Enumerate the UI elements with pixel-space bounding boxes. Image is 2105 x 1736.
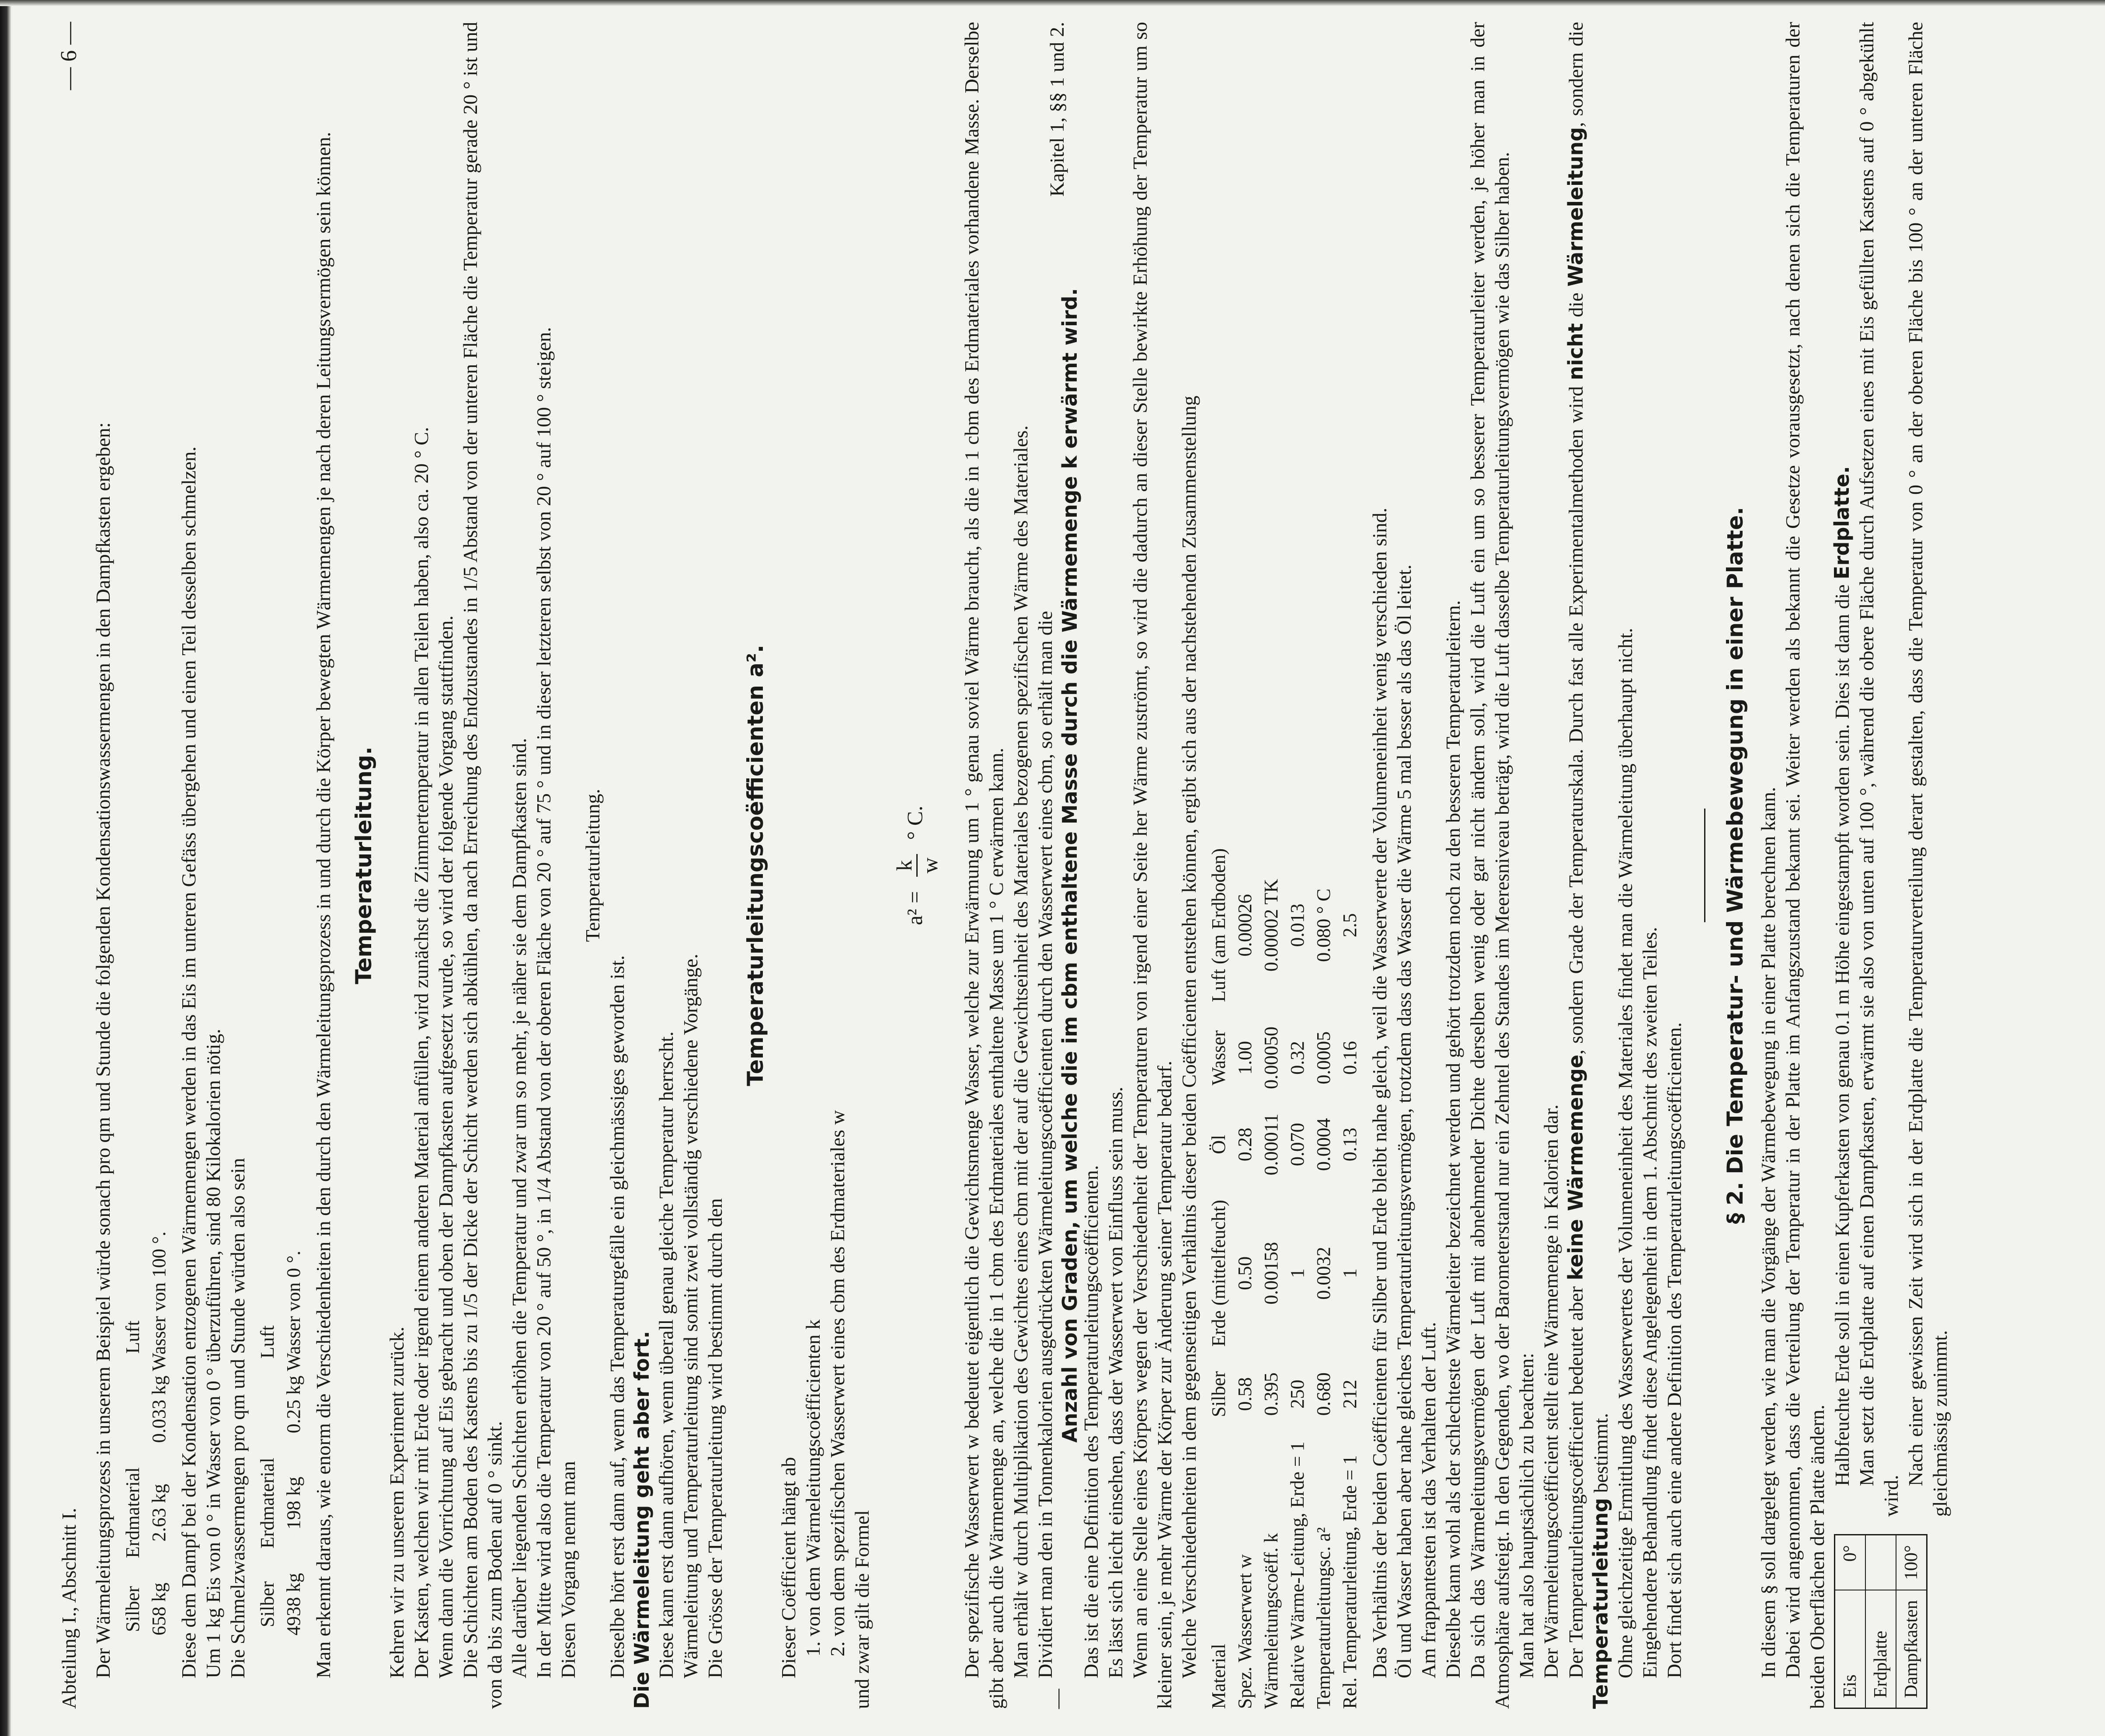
paragraph: Die Grösse der Temperaturleitung wird bestimmt durch den (704, 1198, 726, 1678)
table-header: Silber (122, 1586, 143, 1632)
formula-denominator: w (918, 858, 942, 874)
table-header: Erdmaterial (257, 1458, 278, 1549)
table-row: Temperaturleitungsc. a² 0.680 0.0032 0.0004 0.0005 0.080 ° C (1313, 888, 1334, 1709)
paragraph: Dieselbe hört erst dann auf, wenn das Temperaturgefälle ein gleichmässiges geworden ist. (606, 955, 628, 1678)
table-cell: 0.033 kg Wasser von 100 °. (148, 1231, 170, 1443)
bold-statement: Anzahl von Graden, um welche die im cbm enthaltene Masse durch die Wärmemenge k erwärmt wird. (1058, 288, 1082, 1443)
paragraph: Dort findet sich auch eine andere Definition des Temperaturleitungscoëfficienten. (1663, 1022, 1685, 1678)
table-row: Spez. Wasserwert w 0.58 0.50 0.28 1.00 0.00026 (1234, 894, 1256, 1709)
formula-fraction (892, 854, 942, 877)
paragraph: Öl und Wasser haben aber nahe gleiches Temperaturleitungsvermögen, trotzdem dass das Wasser die Wärme 5 mal besser als das Öl leitet. (1393, 564, 1415, 1678)
paragraph: Um 1 kg Eis von 0 ° in Wasser von 0 ° überzuführen, sind 80 Kilokalorien nötig. (202, 1028, 224, 1678)
paragraph: Man erkennt daraus, wie enorm die Verschiedenheiten in den durch den Wärmeleitungsprozess in und durch die Körper bewegten Wärmemengen je nach deren Leitungsvermögen sein können. (312, 132, 334, 1678)
table-cell: 2.63 kg (148, 1484, 170, 1542)
bold-statement: Die Wärmeleitung geht aber fort. (630, 1331, 654, 1709)
table-header: Erde (mittelfeucht) (1208, 1200, 1229, 1347)
running-head-left: Abteilung I., Abschnitt I. (58, 1508, 80, 1709)
paragraph: Diesen Vorgang nennt man (557, 1461, 579, 1678)
paragraph: Der Wärmeleitungscoëfficient stellt eine Wärmemenge in Kalorien dar. (1540, 1104, 1562, 1678)
right-page-header (1045, 22, 1069, 1709)
page-top-edge (0, 0, 2105, 6)
table-row: Relative Wärme-Leitung, Erde = 1 250 1 0.070 0.32 0.013 (1287, 903, 1308, 1709)
section-title: Temperaturleitung. (351, 746, 376, 984)
meltwater-table (254, 1239, 307, 1648)
table-header: Erdmaterial (122, 1467, 143, 1558)
table-header: Luft (257, 1325, 278, 1359)
paragraph: Wenn dann die Vorrichtung auf Eis gebracht und oben der Dampfkasten aufgesetzt wurde, so wird der folgende Vorgang stattfinden. (435, 615, 457, 1678)
paragraph: Eingehendere Behandlung findet diese Angelegenheit in dem 1. Abschnitt des zweiten Teiles. (1639, 927, 1661, 1678)
table-header: Luft (122, 1320, 143, 1354)
paragraph: Die Schichten am Boden des Kastens bis zu 1/5 der Dicke der Schicht werden sich abkühlen, da nach Erreichung des Endzustandes in 1/5 Abstand von der unteren Fläche die Temperatur gerade 20 ° ist und von da bis zum Boden auf 0 ° sinkt. (459, 22, 506, 1709)
paragraph: Nach einer gewissen Zeit wird sich in der Erdplatte die Temperaturverteilung derart gestalten, dass die Temperatur von 0 ° an der oberen Fläche bis 100 ° an der unteren Fläche gleichmässig zunimmt. (1904, 22, 1951, 1517)
paragraph: Halbfeuchte Erde soll in einen Kupferkasten von genau 0.1 m Höhe eingestampft worden sein. Dies ist dann die Erdplatte. (1830, 466, 1854, 1486)
table-header: Öl (1208, 1135, 1229, 1154)
paragraph: Dieselbe kann wohl als der schlechteste Wärmeleiter bezeichnet werden und gehört trotzdem noch zu den besseren Temperaturleitern. (1442, 600, 1464, 1678)
left-page-header (57, 22, 81, 1709)
table-cell: 198 kg (283, 1476, 304, 1530)
paragraph: Der Wärmeleitungsprozess in unserem Beispiel würde sonach pro qm und Stunde die folgenden Kondensationswassermengen in den Dampfkasten ergeben: (92, 422, 114, 1678)
formula-unit: ° C. (902, 806, 927, 840)
paragraph: Wenn an eine Stelle eines Körpers wegen der Verschiedenheit der Temperaturen von irgend einer Seite her Wärme zuströmt, so wird die dadurch an dieser Stelle bewirkte Erhöhung der Temperatur um so kleiner sein, je mehr Wärme der Körper zur Änderung seiner Temperatur bedarf. (1129, 22, 1176, 1709)
paragraph: Der spezifische Wasserwert w bedeutet eigentlich die Gewichtsmenge Wasser, welche zur Erwärmung um 1 ° genau soviel Wärme braucht, als die in 1 cbm des Erdmateriales vorhandene Masse. Derselbe gibt aber auch die Wärmemenge an, welche die in 1 cbm des Erdmateriales enthaltene Masse um 1 ° C erwärmen kann. (960, 22, 1007, 1709)
table-row: Rel. Temperaturleitung, Erde = 1 212 1 0.13 0.16 2.5 (1339, 913, 1360, 1709)
paragraph: Es lässt sich leicht einsehen, dass der Wasserwert von Einfluss sein muss. (1104, 1087, 1127, 1678)
subsection-title: Temperaturleitungscoëfficienten a². (743, 645, 768, 1086)
paragraph: Diese kann erst dann aufhören, wenn überall genau gleiche Temperatur herrscht. (655, 1031, 677, 1678)
paragraph: Wärmeleitung und Temperaturleitung sind somit zwei vollständig verschiedene Vorgänge. (679, 954, 702, 1678)
paragraph: Man setzt die Erdplatte auf einen Dampfkasten, erwärmt sie also von unten auf 100 °, während die obere Fläche durch Aufsetzen eines mit Eis gefüllten Kastens auf 0 ° abgekühlt wird. (1855, 22, 1902, 1517)
table-row: Erdplatte (1865, 1535, 1896, 1708)
list-item: 2. von dem spezifischen Wasserwert eines cbm des Erdmateriales w (826, 1110, 849, 1656)
table-header: Luft (am Erdboden) (1208, 848, 1229, 1002)
section-divider (1704, 809, 1705, 922)
paragraph: Am frappantesten ist das Verhalten der Luft. (1417, 1322, 1440, 1678)
condensation-table (120, 1219, 172, 1648)
paragraph: Dabei wird angenommen, dass die Verteilung der Temperatur in der Platte im Anfangszustand bekannt sei. Weiter werden als bekannt die Gesetze vorausgesetzt, nach denen sich die Temperaturen der beiden Oberflächen der Platte ändern. (1781, 22, 1828, 1709)
table-header: Material (1208, 1643, 1229, 1709)
term: Temperaturleitung. (581, 788, 604, 942)
paragraph: Dividiert man den in Tonnenkalorien ausgedrückten Wärmeleitungscoëfficienten durch den Wasserwert eines cbm, so erhält man die (1034, 611, 1056, 1678)
material-table (1206, 836, 1363, 1709)
table-row: Dampfkasten 100° (1896, 1535, 1927, 1708)
formula-numerator: k (892, 854, 918, 877)
paragraph: In der Mitte wird also die Temperatur von 20 ° auf 50 °, in 1/4 Abstand von der oberen Fläche von 20 ° auf 75 ° und in dieser letzteren selbst von 20 ° auf 100 ° steigen. (532, 327, 555, 1678)
paragraph: Kehren wir zu unserem Experiment zurück. (386, 1326, 408, 1678)
table-row: Eis 0° (1835, 1535, 1866, 1708)
paragraph: Ohne gleichzeitige Ermittlung des Wasserwertes der Volumeneinheit des Materiales findet man die Wärmeleitung überhaupt nicht. (1614, 628, 1636, 1678)
right-page (1045, 22, 2042, 1709)
plate-diagram (1834, 1534, 1928, 1709)
paragraph: Dieser Coëfficient hängt ab (777, 1457, 800, 1678)
book-spine-shadow (0, 0, 11, 1736)
paragraph: Man erhält w durch Multiplikation des Gewichtes eines cbm mit der auf die Gewichtseinheit des Materiales bezogenen spezifischen Wärme des Materiales. (1009, 425, 1032, 1678)
paragraph: Da sich das Wärmeleitungsvermögen der Luft mit abnehmender Dichte derselben wenig oder gar nicht ändern soll, wird die Luft ein um so besserer Temperaturleiter werden, je höher man in der Atmosphäre aufsteigt. In den Gegenden, wo der Barometerstand nur ein Zehntel des Standes im Meeresniveau beträgt, wird die Luft dasselbe Temperaturleitungsvermögen wie das Silber haben. (1466, 22, 1513, 1709)
table-cell: 4938 kg (283, 1573, 304, 1635)
running-head-right: Kapitel 1, §§ 1 und 2. (1046, 22, 1068, 197)
formula-lhs: a² = (902, 891, 927, 925)
paragraph: In diesem § soll dargelegt werden, wie man die Vorgänge der Wärmebewegung in einer Platte berechnen kann. (1757, 787, 1779, 1678)
paragraph: und zwar gilt die Formel (851, 1510, 873, 1709)
paragraph: Das ist die eine Definition des Temperaturleitungscoëfficienten. (1080, 1165, 1102, 1678)
table-header: Silber (1208, 1371, 1229, 1417)
table-row: Wärmeleitungscoëff. k 0.395 0.00158 0.00011 0.00050 0.00002 TK (1260, 879, 1282, 1709)
paragraph: Die Schmelzwassermengen pro qm und Stunde würden also sein (226, 1158, 249, 1678)
page-dash: — (1046, 1689, 1068, 1709)
paragraph: Welche Verschiedenheiten in dem gegenseitigen Verhältnis dieser beiden Coëfficienten entstehen können, ergibt sich aus der nachstehenden Zusammenstellung (1178, 396, 1200, 1678)
section-title: § 2. Die Temperatur- und Wärmebewegung in einer Platte. (1722, 507, 1748, 1224)
formula (892, 22, 942, 1709)
page-number: — 6 — (56, 22, 81, 90)
paragraph: Das Verhältnis der beiden Coëfficienten für Silber und Erde bleibt nahe gleich, weil die Wasserwerte der Volumeneinheit wenig verschieden sind. (1368, 507, 1391, 1678)
table-cell: 0.25 kg Wasser von 0 °. (283, 1250, 304, 1434)
paragraph: Der Kasten, welchen wir mit Erde oder irgend einem anderen Material anfüllen, wird zunächst die Zimmertemperatur in allen Teilen haben, also ca. 20 ° C. (410, 427, 432, 1678)
paragraph: Alle darüber liegenden Schichten erhöhen die Temperatur und zwar um so mehr, je näher sie dem Dampfkasten sind. (508, 738, 530, 1678)
paragraph: Man hat also hauptsächlich zu beachten: (1515, 1353, 1538, 1678)
table-header: Silber (257, 1581, 278, 1628)
table-cell: 658 kg (148, 1583, 170, 1635)
paragraph: Diese dem Dampf bei der Kondensation entzogenen Wärmemengen werden in das Eis im unteren Gefäss übergehen und einen Teil desselben schmelzen. (177, 446, 200, 1678)
paragraph: Der Temperaturleitungscoëfficient bedeutet aber keine Wärmemenge, sondern Grade der Temperaturskala. Durch fast alle Experimentalmethoden wird nicht die Wärmeleitung, sondern die Temperaturleitung bestimmt. (1564, 21, 1612, 1709)
list-item: 1. von dem Wärmeleitungscoëfficienten k (802, 1319, 824, 1656)
table-header: Wasser (1208, 1030, 1229, 1086)
